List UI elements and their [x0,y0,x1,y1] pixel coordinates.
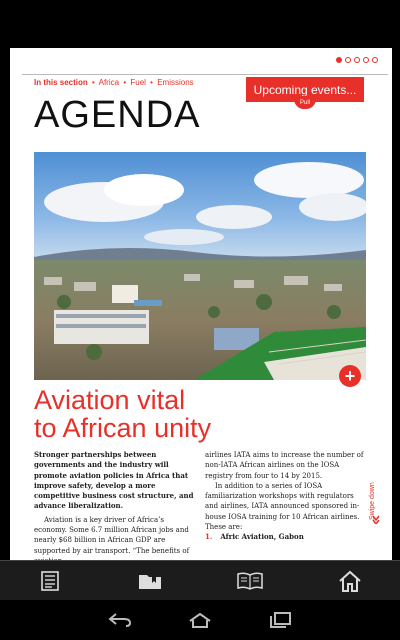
upcoming-events-tab[interactable]: Upcoming events... [246,77,364,102]
article-paragraph: Aviation is a key driver of Africa’s economy. Some 6.7 million African jobs and nearly $68 billion in African GDP are supported by air transport. “The benefits of [34,515,190,555]
bookmarks-button[interactable] [130,563,170,599]
page-dot[interactable] [363,57,369,63]
contents-button[interactable] [30,563,70,599]
article-paragraph: airlines IATA aims to increase the number of non-IATA African airlines on the IOSA registry from four to 14 by 2015. [205,451,364,480]
article-headline: Aviation vital to African unity [34,385,212,443]
bookmarks-icon [138,572,162,590]
home-icon [338,570,362,592]
recents-icon [269,612,291,628]
page-indicator[interactable] [336,57,378,63]
article-column-right [205,450,369,543]
section-link-fuel[interactable]: Fuel [130,78,146,87]
article-column-left [34,450,198,566]
system-navigation-bar [0,600,400,640]
reading-icon [237,572,263,590]
reading-button[interactable] [230,563,270,599]
list-item: 1. Afric Aviation, Gabon [205,532,304,542]
expand-plus-button[interactable]: + [339,365,361,387]
page-dot[interactable] [354,57,360,63]
header-divider [22,74,388,75]
page-dot[interactable] [345,57,351,63]
back-button[interactable] [100,605,140,635]
swipe-down-hint: Swipe down [369,482,376,520]
bottom-toolbar [0,560,400,601]
system-home-button[interactable] [180,605,220,635]
article-paragraph: In addition to a series of IOSA familiarization workshops with regulators and airlines, IATA announced sponsored in-house IOSA training for 10 African airlines. These are: [205,481,360,532]
page-dot[interactable] [336,57,342,63]
section-link-africa[interactable]: Africa [98,78,120,87]
page-dot[interactable] [372,57,378,63]
section-nav: In this section • Africa • Fuel • Emissions [34,78,194,87]
recents-button[interactable] [260,605,300,635]
contents-icon [41,571,59,591]
home-icon [188,612,212,628]
hero-image-city [34,152,366,380]
section-prefix: In this section [34,78,88,87]
pull-handle[interactable]: Pull [294,96,316,109]
article-lead: Stronger partnerships between governments and the industry will promote aviation policies in Africa that improve safety, develop a more competitive business cost structure, and advance liberalization. [34,450,194,511]
section-link-emissions[interactable]: Emissions [157,78,194,87]
back-icon [108,613,132,627]
home-button[interactable] [330,563,370,599]
page-title: AGENDA [34,94,201,136]
